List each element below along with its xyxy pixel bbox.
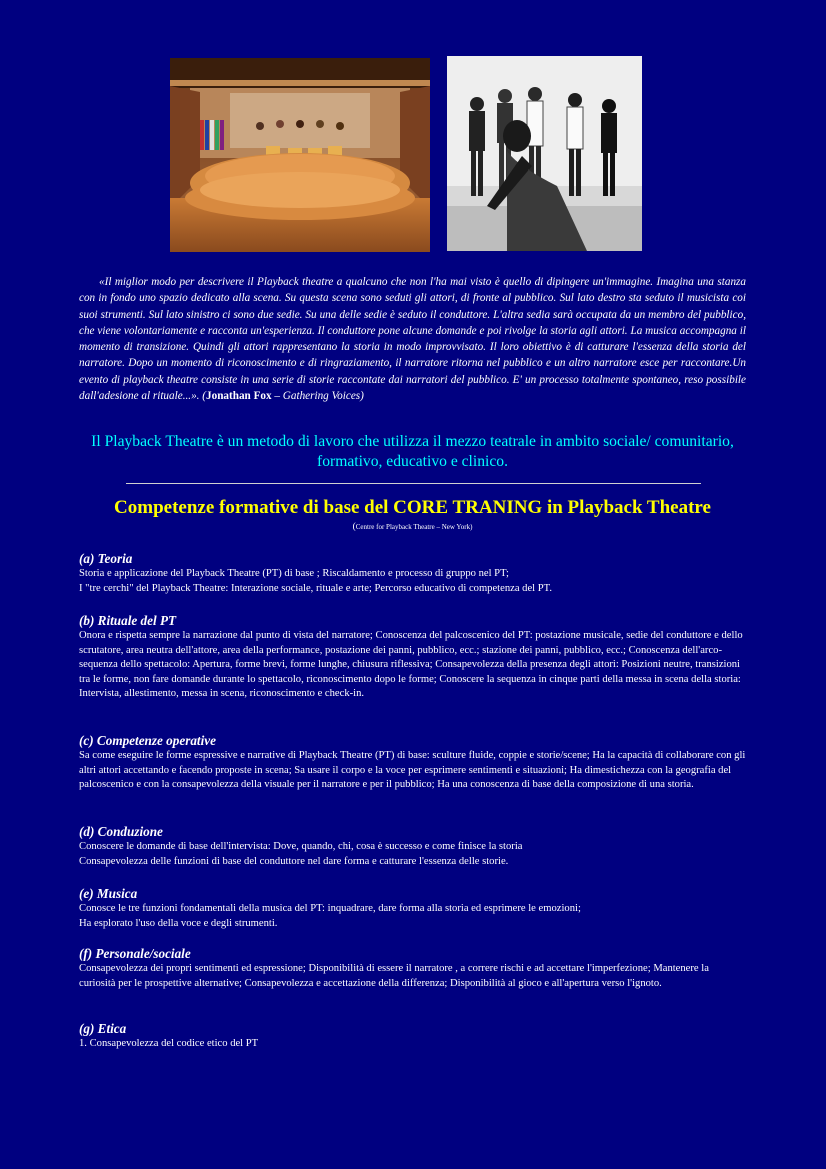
actors-photo — [447, 56, 642, 251]
section-competenze-operative — [79, 733, 747, 793]
section-heading: (c) Competenze operative — [79, 733, 216, 748]
section-musica — [79, 886, 747, 931]
section-conduzione — [79, 824, 747, 869]
section-heading: (d) Conduzione — [79, 824, 163, 839]
page-subtitle: (Centre for Playback Theatre – New York) — [352, 522, 473, 532]
section-body: Sa come eseguire le forme espressive e narrative di Playback Theatre (PT) di base: sculture fluide, coppie e storie/scene; Ha la capacità di collaborare con gli altri attori accettando e facendo proposte in scena; Sa usare il corpo e la voce per esprimere sentimenti e situazioni; Ha dimestichezza con la geografia del palcoscenico e con la consapevolezza della visuale per il narratore e per il pubblico; Ha una conoscenza di base della composizione di una storia. — [79, 750, 746, 791]
section-body: Onora e rispetta sempre la narrazione dal punto di vista del narratore; Conoscenza del palcoscenico del PT: postazione musicale, sedie del conduttore e dello scrutatore, area neutra dell'attore, area della performance, postazione dei panni, pubblico, ecc.; stazione dei panni, pubblico, ecc.; Conoscenza dell'arco-sequenza dello spettacolo: Apertura, forme brevi, forme lunghe, chiusura riflessiva; Consapevolezza della presenza degli attori: Posizioni neutre, transizioni tra le forme, non fare domande durante lo spettacolo, riconoscimento dopo le forme; Conoscere la sequenza in cinque parti della messa in scena della storia: Intervista, allestimento, messa in scena, riconoscimento e check-in. — [79, 630, 743, 700]
section-heading: (e) Musica — [79, 886, 138, 901]
section-personale-sociale — [79, 946, 747, 991]
section-teoria — [79, 551, 747, 596]
section-line: 1. Consapevolezza del codice etico del PT — [79, 1038, 259, 1049]
section-heading: (g) Etica — [79, 1021, 127, 1036]
section-heading: (b) Rituale del PT — [79, 613, 177, 628]
quote-paragraph — [79, 274, 746, 404]
horizontal-divider — [126, 483, 701, 484]
section-body: Consapevolezza dei propri sentimenti ed espressione; Disponibilità di essere il narratore , a correre rischi e ad accettare l'imperfezione; Mantenere la curiosità per le prospettive alternative; Consapevolezza e accettazione della differenza; Disponibilità al gioco e all'apertura verso l'ignoto. — [79, 963, 709, 989]
section-heading: (a) Teoria — [79, 551, 133, 566]
section-heading: (f) Personale/sociale — [79, 946, 191, 961]
section-rituale — [79, 613, 747, 702]
theatre-stage-photo — [170, 58, 430, 252]
quote-source: – Gathering Voices) — [271, 390, 364, 403]
intro-statement: Il Playback Theatre è un metodo di lavoro che utilizza il mezzo teatrale in ambito sociale/ comunitario, formativo, educativo e clinico. — [91, 433, 734, 470]
section-line: I "tre cerchi" del Playback Theatre: Interazione sociale, rituale e arte; Percorso educativo di competenza del PT. — [79, 582, 552, 594]
quote-author: Jonathan Fox — [206, 390, 272, 403]
section-line: Consapevolezza delle funzioni di base del conduttore nel dare forma e catturare l'essenza delle storie. — [79, 855, 509, 867]
section-line: Storia e applicazione del Playback Theatre (PT) di base ; Riscaldamento e processo di gruppo nel PT; — [79, 568, 509, 579]
section-line: Conoscere le domande di base dell'intervista: Dove, quando, chi, cosa è successo e come finisce la storia — [79, 841, 523, 852]
section-etica — [79, 1021, 747, 1052]
section-line: Ha esplorato l'uso della voce e degli strumenti. — [79, 917, 278, 929]
quote-text: «Il miglior modo per descrivere il Playback theatre a qualcuno che non l'ha mai visto è quello di dipingere un'immagine. Imagina una stanza con in fondo uno spazio dedicato alla scena. Su questa scena sono seduti gli attori, di fronte al pubblico. Sul lato destro sta seduto il musicista coi suoi strumenti. Sul lato sinistro ci sono due sedie. Su una delle sedie è seduto il conduttore. L'altra sedia sarà occupata da un membro del pubblico, che viene volontariamente e racconta un'esperienza. Il conduttore pone alcune domande e poi rivolge la storia agli attori. La musica accompagna il momento di transizione. Quindi gli attori rappresentano la storia in modo improvvisato. Il loro obiettivo è di catturare l'essenza della storia del narratore. Dopo un momento di riconoscimento e di ringraziamento, il narratore ritorna nel pubblico e un altro narratore esce per raccontare.Un evento di playback theatre consiste in una serie di storie raccontate dai narratori del pubblico. E' un processo totalmente spontaneo, reso possibile dall'adesione al rituale...». ( — [79, 276, 746, 403]
section-line: Conosce le tre funzioni fondamentali della musica del PT: inquadrare, dare forma alla storia ed esprimere le emozioni; — [79, 903, 581, 914]
page-title: Competenze formative di base del CORE TRANING in Playback Theatre — [114, 497, 711, 518]
